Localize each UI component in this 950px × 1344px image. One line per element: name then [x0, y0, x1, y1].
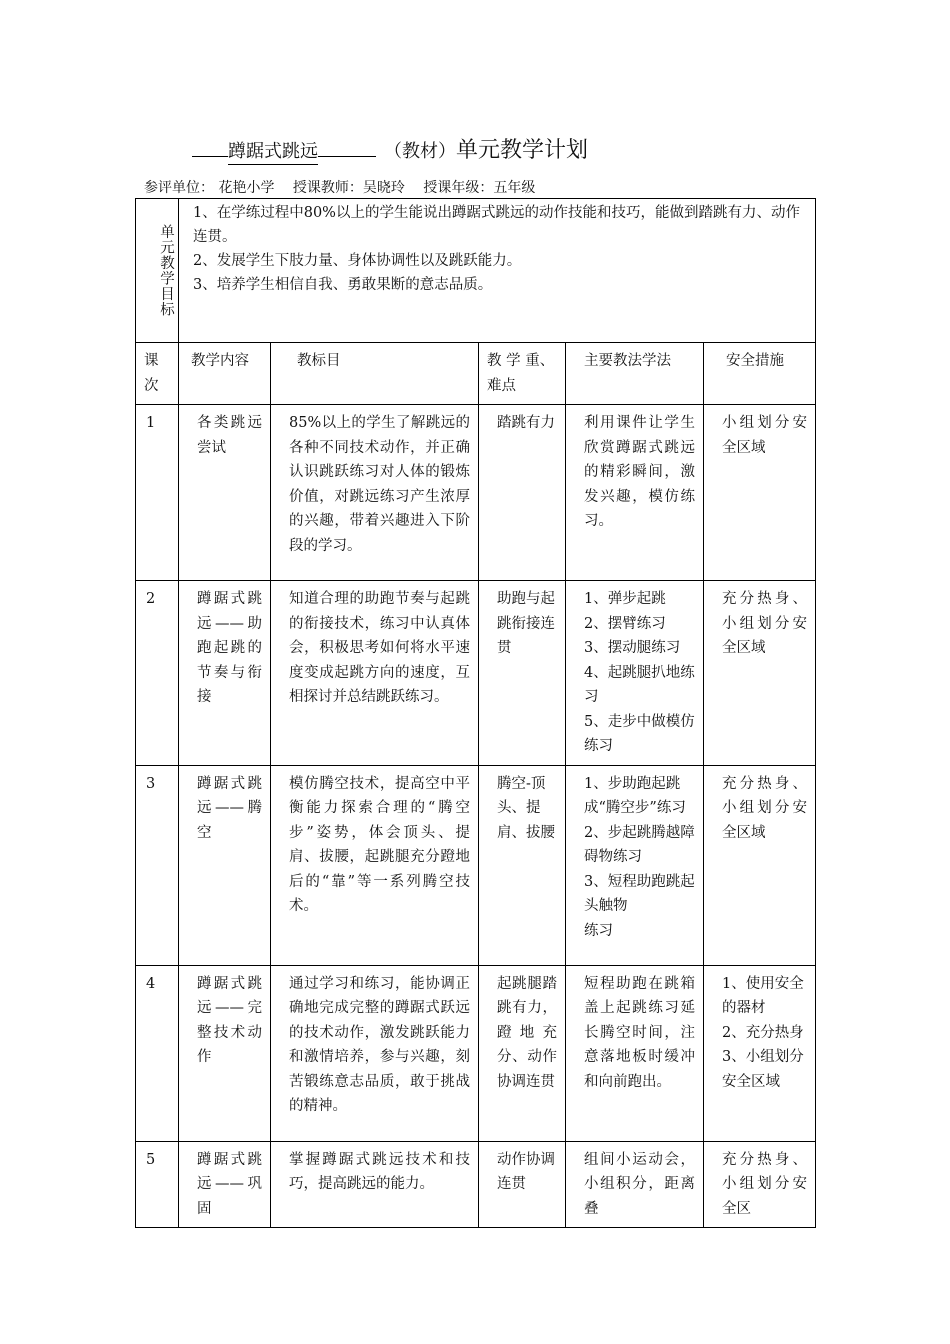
title-topic: 蹲踞式跳远	[228, 140, 318, 165]
lesson-number: 3	[136, 765, 179, 965]
title-main: 单元教学计划	[456, 138, 589, 163]
meta-teacher: 授课教师：吴晓玲	[292, 180, 405, 196]
col-keypoints-header: 教 学 重、难点	[479, 343, 566, 405]
lesson-objective: 通过学习和练习，能协调正确地完成完整的蹲踞式跃远的技术动作，激发跳跃能力和激情培养，参与兴趣，刻苦锻练意志品质，敢于挑战的精神。	[271, 965, 479, 1141]
lesson-key-points: 助跑与起跳衔接连贯	[479, 581, 566, 766]
goal-item: 1、在学练过程中80%以上的学生能说出蹲踞式跳远的动作技能和技巧，能做到踏跳有力、动作连贯。	[193, 205, 800, 245]
lesson-methods: 利用课件让学生欣赏蹲踞式跳远的精彩瞬间，激发兴趣，模仿练习。	[566, 405, 704, 581]
lesson-key-points: 踏跳有力	[479, 405, 566, 581]
lesson-safety: 充分热身、小组划分安全区域	[704, 765, 816, 965]
title-underline-leading	[192, 156, 228, 157]
page-title	[192, 136, 752, 167]
meta-unit: 参评单位： 花艳小学	[144, 180, 275, 196]
lesson-safety: 充分热身、小组划分安全区	[704, 1141, 816, 1228]
col-safety-header: 安全措施	[704, 343, 816, 405]
lesson-content: 各类跳远尝试	[179, 405, 271, 581]
lesson-number: 5	[136, 1141, 179, 1228]
meta-line	[144, 177, 549, 197]
lesson-objective: 模仿腾空技术，提高空中平衡能力探索合理的“腾空步”姿势，体会顶头、提肩、拔腰，起跳腿充分蹬地后的“靠”等一系列腾空技术。	[271, 765, 479, 965]
goal-item: 3、培养学生相信自我、勇敢果断的意志品质。	[193, 277, 493, 293]
lesson-safety: 1、使用安全的器材 2、充分热身 3、小组划分安全区域	[704, 965, 816, 1141]
lesson-methods: 短程助跑在跳箱盖上起跳练习延长腾空时间，注意落地板时缓冲和向前跑出。	[566, 965, 704, 1141]
lesson-number: 2	[136, 581, 179, 766]
lesson-key-points: 起跳腿踏跳有力，蹬地充分、动作协调连贯	[479, 965, 566, 1141]
lesson-methods: 1、弹步起跳 2、摆臂练习 3、摆动腿练习 4、起跳腿扒地练习 5、走步中做模仿练习	[566, 581, 704, 766]
goals-row	[136, 199, 816, 343]
plan-table	[135, 198, 816, 1228]
col-objective-header: 教标目	[271, 343, 479, 405]
lesson-methods: 组间小运动会，小组积分，距离叠	[566, 1141, 704, 1228]
header-row	[136, 343, 816, 405]
goals-content	[179, 199, 816, 343]
col-content-header: 教学内容	[179, 343, 271, 405]
col-methods-header: 主要教法学法	[566, 343, 704, 405]
table-row	[136, 1141, 816, 1228]
lesson-content: 蹲踞式跳远——巩固	[179, 1141, 271, 1228]
lesson-safety: 小组划分安全区域	[704, 405, 816, 581]
lesson-content: 蹲踞式跳远——助跑起跳的节奏与衔接	[179, 581, 271, 766]
lesson-objective: 掌握蹲踞式跳远技术和技巧，提高跳远的能力。	[271, 1141, 479, 1228]
lesson-content: 蹲踞式跳远——腾空	[179, 765, 271, 965]
lesson-safety: 充分热身、小组划分安全区域	[704, 581, 816, 766]
lesson-methods: 1、步助跑起跳成“腾空步”练习 2、步起跳腾越障碍物练习 3、短程助跑跳起头触物 练习	[566, 765, 704, 965]
lesson-number: 4	[136, 965, 179, 1141]
goal-item: 2、发展学生下肢力量、身体协调性以及跳跃能力。	[193, 253, 522, 269]
lesson-content: 蹲踞式跳远——完整技术动作	[179, 965, 271, 1141]
lesson-number: 1	[136, 405, 179, 581]
lesson-key-points: 动作协调连贯	[479, 1141, 566, 1228]
table-row	[136, 581, 816, 766]
title-suffix	[384, 138, 589, 163]
col-lesson-header: 课次	[136, 343, 179, 405]
table-row	[136, 405, 816, 581]
goals-header: 单元教学目标	[136, 199, 179, 343]
table-row	[136, 765, 816, 965]
title-material: （教材）	[384, 141, 456, 162]
lesson-objective: 85%以上的学生了解跳远的各种不同技术动作，并正确认识跳跃练习对人体的锻炼价值，对跳远练习产生浓厚的兴趣，带着兴趣进入下阶段的学习。	[271, 405, 479, 581]
lesson-objective: 知道合理的助跑节奏与起跳的衔接技术，练习中认真体会，积极思考如何将水平速度变成起跳方向的速度，互相探讨并总结跳跃练习。	[271, 581, 479, 766]
meta-grade: 授课年级：五年级	[423, 180, 536, 196]
lesson-key-points: 腾空-顶头、提肩、拔腰	[479, 765, 566, 965]
title-underline-trailing	[318, 156, 376, 157]
table-row	[136, 965, 816, 1141]
